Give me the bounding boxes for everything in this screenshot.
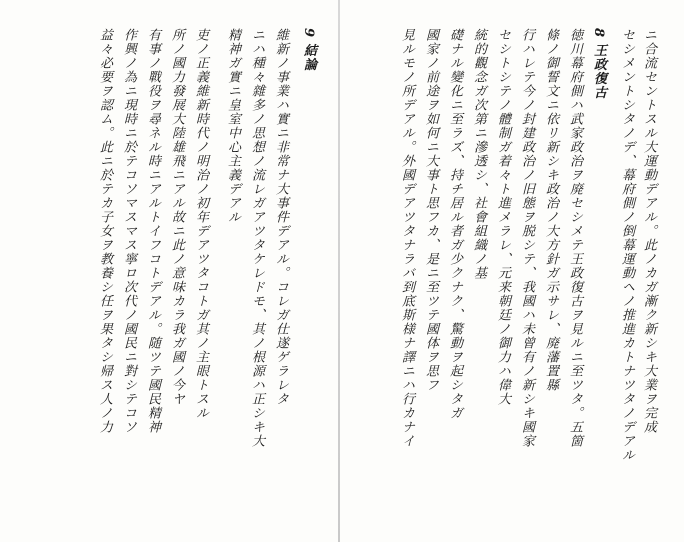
text-column: 國家ノ前途ヲ如何ニ大事ト思フカ、是ニ至ツテ國体ヲ思フ	[423, 28, 438, 392]
text-column: 所ノ國力發展大陸雄飛ニアル故ニ此ノ意味カラ我ガ國ノ今ヤ	[169, 28, 184, 406]
section-heading: 9 結論	[301, 28, 316, 72]
text-column: 徳川幕府側ハ武家政治ヲ廃セシメテ王政復古ヲ見ルニ至ツタ。五箇	[567, 28, 582, 448]
text-column: ニハ種々雜多ノ思想ノ流レガアツタケレドモ、其ノ根源ハ正シキ大	[249, 28, 264, 448]
text-column: 維新ノ事業ハ實ニ非常ナ大事件デアル。コレガ仕遂ゲラレタ	[273, 28, 288, 406]
text-column: 精神ガ實ニ皇室中心主義デアル	[225, 28, 240, 224]
text-column: 吏ノ正義維新時代ノ明治ノ初年デアツタコトガ其ノ主眼トスル	[193, 28, 208, 420]
text-column: 有事ノ戰役ヲ尋ネル時ニアルトイフコトデアル。随ツテ國民精神	[145, 28, 160, 434]
text-column: 條ノ御誓文ニ依リ新シキ政治ノ大方針ガ示サレ、廃藩置縣	[543, 28, 558, 392]
text-column: セシメントシタノデ、幕府側ノ倒幕運動ヘノ推進カトナツタノデアル	[619, 28, 634, 462]
text-column: 行ハレテ今ノ封建政治ノ旧態ヲ脱シテ、我國ハ未曾有ノ新シキ國家	[519, 28, 534, 448]
text-column: 作興ノ為ニ現時ニ於テコソマスマス寧ロ次代ノ國民ニ對シテコソ	[121, 28, 136, 434]
text-column: 見ルモノ所デアル。外國デアツタナラバ到底斯様ナ譯ニハ行カナイ	[399, 28, 414, 448]
text-column: 統的觀念ガ次第ニ滲透シ、社會組織ノ基	[471, 28, 486, 280]
text-column: セシトシテノ體制ガ着々ト進メラレ、元来朝廷ノ御力ハ偉大	[495, 28, 510, 406]
section-heading: 8 王政復古	[591, 28, 606, 100]
text-column: ニ合流セントスル大運動デアル。此ノカガ漸ク新シキ大業ヲ完成	[641, 28, 656, 434]
text-column: 礎ナル變化ニ至ラズ、持チ居ル者ガ少クナク、驚動ヲ起シタガ	[447, 28, 462, 420]
page-fold-divider	[338, 0, 340, 542]
text-column: 益々必要ヲ認ム。此ニ於テカ子女ヲ教養シ任ヲ果タシ帰ス人ノ力	[97, 28, 112, 434]
